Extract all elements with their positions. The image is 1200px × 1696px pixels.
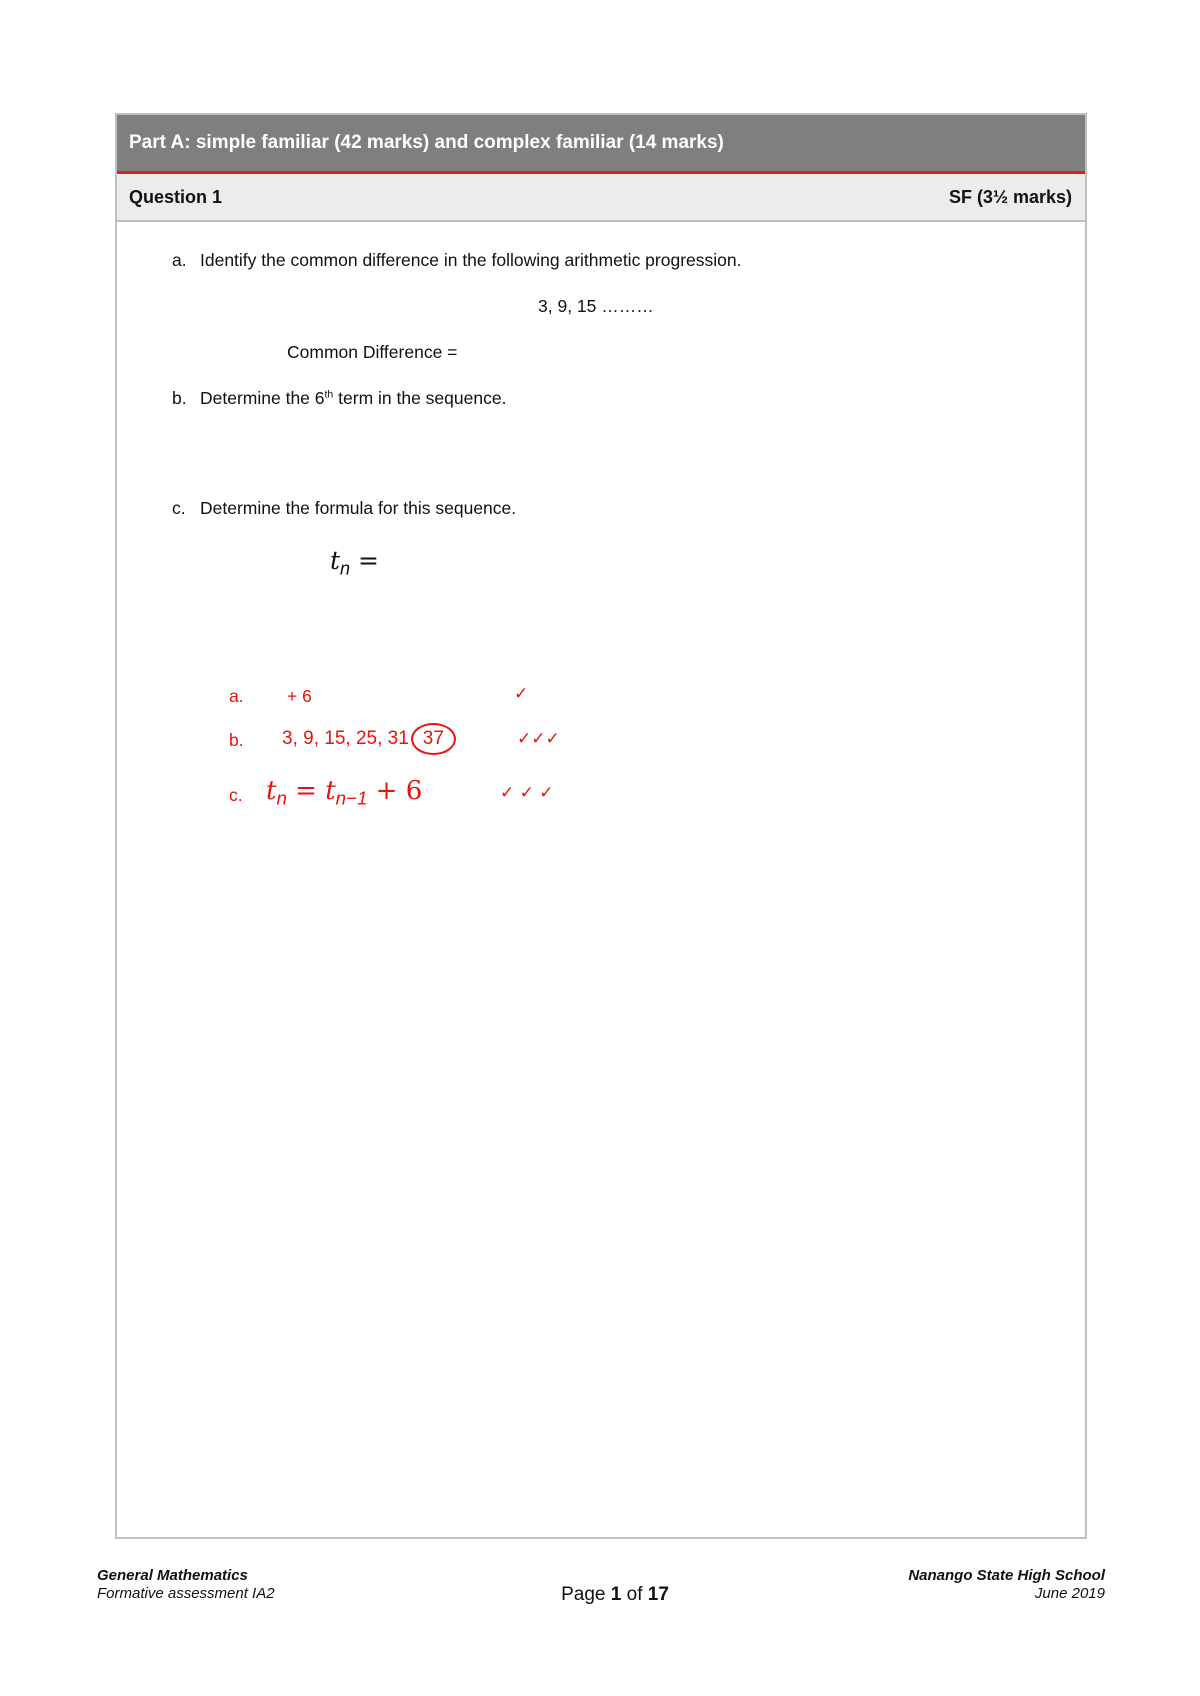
question-frame	[115, 113, 1087, 1539]
question-header	[117, 174, 1085, 222]
footer-school: Nanango State High School	[908, 1567, 1105, 1584]
sequence-text: 3, 9, 15 ………	[538, 296, 654, 316]
answer-c-formula	[266, 775, 422, 810]
tn-symbol: t	[330, 546, 341, 575]
answer-a-value: + 6	[287, 686, 312, 706]
part-b-superscript: th	[324, 388, 334, 401]
answer-c-ticks: ✓ ✓ ✓	[500, 783, 554, 803]
answer-b-ticks: ✓✓✓	[517, 729, 560, 749]
footer-date: June 2019	[1034, 1585, 1105, 1602]
page-of: of	[621, 1584, 648, 1605]
question-marks: SF (3½ marks)	[948, 187, 1072, 207]
part-header: Part A: simple familiar (42 marks) and complex familiar (14 marks)	[117, 115, 1085, 174]
answer-c-plus: + 6	[367, 776, 423, 806]
tn-subscript: n	[340, 558, 351, 579]
part-b-text-end: term in the sequence.	[333, 388, 507, 408]
part-b-label: b.	[172, 388, 187, 408]
answer-c-sub1: n	[276, 787, 287, 809]
answer-b-label: b.	[229, 730, 244, 750]
question-title: Question 1	[129, 187, 223, 207]
page-prefix: Page	[561, 1584, 611, 1605]
part-b-text-start: Determine the 6	[200, 388, 325, 408]
answer-a-label: a.	[229, 686, 244, 706]
part-a-text: Identify the common difference in the following arithmetic progression.	[200, 250, 742, 270]
tn-equals: =	[350, 546, 379, 575]
page-total: 17	[647, 1584, 669, 1605]
part-a-prompt	[172, 250, 741, 271]
answer-b-circled: 37	[411, 723, 456, 755]
part-a-label: a.	[172, 250, 187, 270]
answer-a-ticks: ✓	[514, 684, 529, 704]
answer-c-sub2: n−1	[335, 787, 368, 809]
footer-assessment: Formative assessment IA2	[97, 1585, 275, 1602]
part-c-label: c.	[172, 498, 186, 518]
footer-right	[908, 1567, 1105, 1603]
part-b-prompt	[172, 388, 506, 409]
answer-b-value: 3, 9, 15, 25, 31	[282, 728, 409, 749]
answer-c-label: c.	[229, 785, 243, 805]
answer-c-equals: =	[286, 776, 326, 806]
page-current: 1	[610, 1584, 622, 1605]
common-difference-label: Common Difference =	[287, 342, 458, 362]
part-c-text: Determine the formula for this sequence.	[200, 498, 517, 518]
part-c-prompt	[172, 498, 516, 519]
answer-c-t1: t	[266, 776, 277, 806]
answer-b-line	[282, 723, 456, 755]
answer-c-t2: t	[325, 776, 336, 806]
footer-subject: General Mathematics	[97, 1567, 248, 1584]
tn-formula-prompt	[330, 546, 379, 579]
